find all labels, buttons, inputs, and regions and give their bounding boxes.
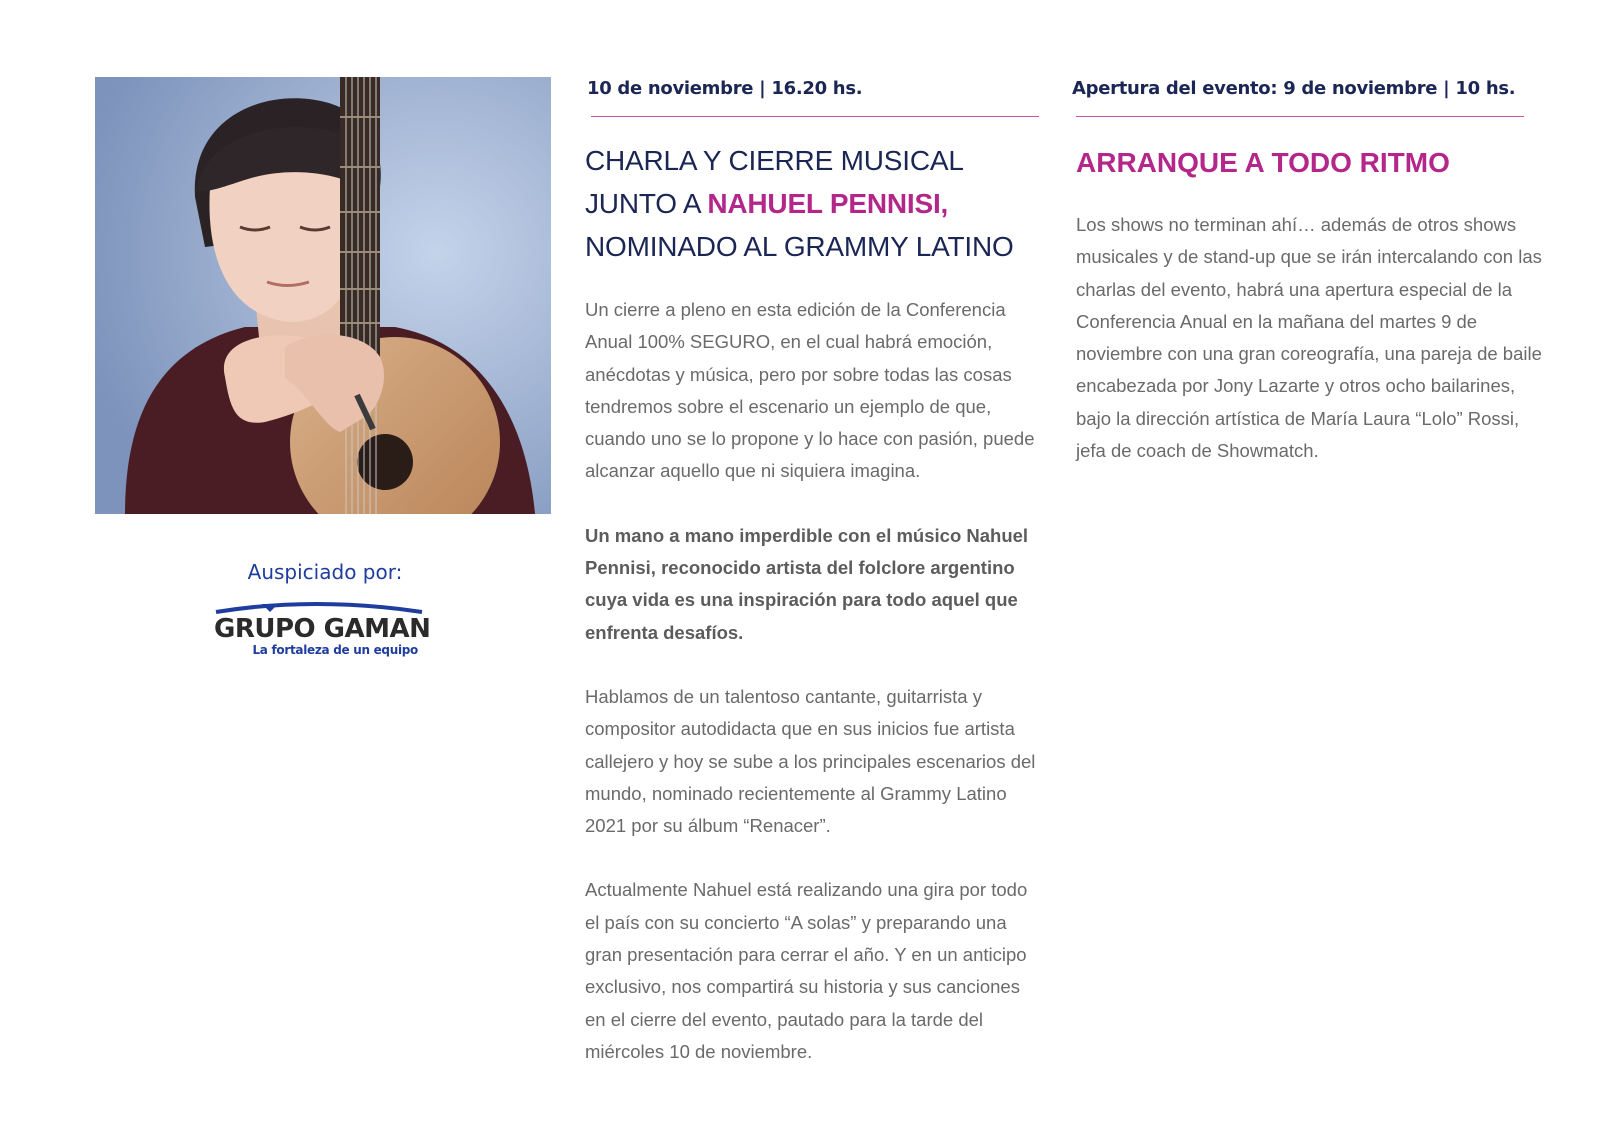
talk-title-artist: NAHUEL PENNISI, bbox=[707, 188, 949, 219]
talk-title-line-3: NOMINADO AL GRAMMY LATINO bbox=[585, 231, 1014, 262]
talk-paragraph-intro: Un cierre a pleno en esta edición de la Conferencia Anual 100% SEGURO, en el cual habrá emoción, anécdotas y música, pero por sobre todas las cosas tendremos sobre el escenario un ejemplo de que, cuando uno se lo propone y lo hace con pasión, puede alcanzar aquello que ni siquiera imagina. bbox=[585, 299, 1035, 482]
talk-divider bbox=[591, 116, 1039, 117]
sponsor-logo-name: GRUPO GAMAN bbox=[214, 614, 431, 644]
talk-title-line-2 bbox=[585, 182, 1045, 225]
talk-title-line-1: CHARLA Y CIERRE MUSICAL bbox=[585, 145, 964, 176]
artist-photo bbox=[95, 77, 551, 514]
talk-paragraph-highlight: Un mano a mano imperdible con el músico Nahuel Pennisi, reconocido artista del folclore argentino cuya vida es una inspiración para todo aquel que enfrenta desafíos. bbox=[585, 524, 1029, 643]
sponsor-label: Auspiciado por: bbox=[247, 560, 403, 584]
logo-arc-icon bbox=[214, 600, 424, 614]
talk-paragraph-bio: Hablamos de un talentoso cantante, guitarrista y compositor autodidacta que en sus inicios fue artista callejero y hoy se sube a los principales escenarios del mundo, nominado recientemente al Grammy Latino 2021 por su álbum “Renacer”. bbox=[585, 685, 1036, 837]
talk-paragraph-tour: Actualmente Nahuel está realizando una gira por todo el país con su concierto “A solas” y preparando una gran presentación para cerrar el año. Y en un anticipo exclusivo, nos compartirá su historia y sus canciones en el cierre del evento, pautado para la tarde del miércoles 10 de noviembre. bbox=[585, 879, 1028, 1062]
sponsor-logo-tagline: La fortaleza de un equipo bbox=[252, 643, 418, 657]
opening-paragraph: Los shows no terminan ahí… además de otros shows musicales y de stand-up que se irán intercalando con las charlas del evento, habrá una apertura especial de la Conferencia Anual en la mañana del martes 9 de noviembre con una gran coreografía, una pareja de baile encabezada por Jony Lazarte y otros ocho bailarines, bajo la dirección artística de María Laura “Lolo” Rossi, jefa de coach de Showmatch. bbox=[1076, 214, 1542, 462]
opening-title: ARRANQUE A TODO RITMO bbox=[1076, 147, 1450, 178]
talk-title bbox=[585, 139, 1045, 268]
talk-date: 10 de noviembre | 16.20 hs. bbox=[587, 78, 863, 99]
talk-column bbox=[585, 78, 1045, 1068]
sponsor-logo[interactable] bbox=[210, 600, 430, 664]
talk-title-prefix: JUNTO A bbox=[585, 188, 708, 219]
opening-date: Apertura del evento: 9 de noviembre | 10 hs. bbox=[1072, 78, 1516, 99]
opening-column bbox=[1070, 78, 1540, 467]
opening-divider bbox=[1076, 116, 1524, 117]
artist-photo-illustration bbox=[95, 77, 551, 514]
